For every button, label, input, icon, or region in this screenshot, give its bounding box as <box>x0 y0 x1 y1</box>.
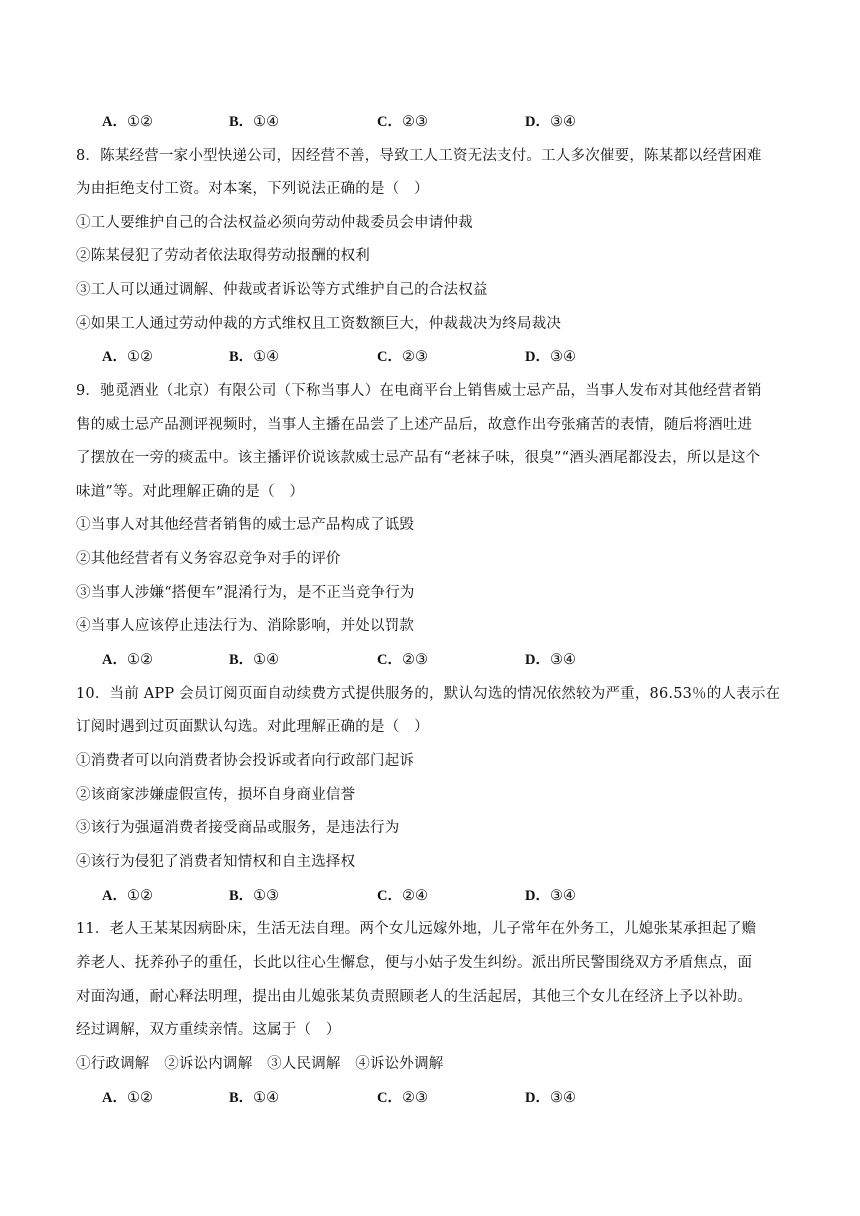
q9-option-b: B．①④ <box>229 652 280 668</box>
q7-option-b: B．①④ <box>229 114 280 130</box>
q10-option-a: A．①② <box>102 888 153 904</box>
q9-option-a: A．①② <box>102 652 153 668</box>
q10-options <box>102 886 802 906</box>
q11-stem-line-3: 对面沟通，耐心释法明理，提出由儿媳张某负责照顾老人的生活起居，其他三个女儿在经济上予以补助。 <box>76 989 753 1005</box>
q10-option-d: D．③④ <box>525 888 576 904</box>
q7-option-a: A．①② <box>102 114 153 130</box>
q11-option-c: C．②③ <box>377 1090 428 1106</box>
q8-option-d: D．③④ <box>525 349 576 365</box>
q8-options <box>102 347 802 367</box>
q11-option-b: B．①④ <box>229 1090 280 1106</box>
q8-statement-1: ①工人要维护自己的合法权益必须向劳动仲裁委员会申请仲裁 <box>76 215 473 231</box>
q8-statement-2: ②陈某侵犯了劳动者依法取得劳动报酬的权利 <box>76 248 370 264</box>
q7-options <box>102 112 802 132</box>
q9-option-c: C．②③ <box>377 652 428 668</box>
q8-option-a: A．①② <box>102 349 153 365</box>
q9-statement-2: ②其他经营者有义务容忍竞争对手的评价 <box>76 551 341 567</box>
q10-option-b: B．①③ <box>229 888 280 904</box>
q9-statement-4: ④当事人应该停止违法行为、消除影响，并处以罚款 <box>76 618 415 634</box>
q10-stem-line-2: 订阅时遇到过页面默认勾选。对此理解正确的是（ ） <box>76 719 429 735</box>
q8-option-c: C．②③ <box>377 349 428 365</box>
q7-option-d: D．③④ <box>525 114 576 130</box>
q11-stem-line-4: 经过调解，双方重续亲情。这属于（ ） <box>76 1022 341 1038</box>
q8-statement-3: ③工人可以通过调解、仲裁或者诉讼等方式维护自己的合法权益 <box>76 282 488 298</box>
q8-option-b: B．①④ <box>229 349 280 365</box>
q8-statement-4: ④如果工人通过劳动仲裁的方式维权且工资数额巨大，仲裁裁决为终局裁决 <box>76 316 562 332</box>
q10-statement-3: ③该行为强逼消费者接受商品或服务，是违法行为 <box>76 820 400 836</box>
q9-stem-line-2: 售的威士忌产品测评视频时，当事人主播在品尝了上述产品后，故意作出夸张痛苦的表情，随后将酒吐进 <box>76 417 753 433</box>
q11-options <box>102 1088 802 1108</box>
q9-statement-3: ③当事人涉嫌“搭便车”混淆行为，是不正当竞争行为 <box>76 585 415 601</box>
q11-option-d: D．③④ <box>525 1090 576 1106</box>
q7-option-c: C．②③ <box>377 114 428 130</box>
q8-stem-line-1: 8．陈某经营一家小型快递公司，因经营不善，导致工人工资无法支付。工人多次催要，陈某都以经营困难 <box>76 148 762 164</box>
q8-stem-line-2: 为由拒绝支付工资。对本案，下列说法正确的是（ ） <box>76 181 429 197</box>
q9-options <box>102 650 802 670</box>
q11-option-a: A．①② <box>102 1090 153 1106</box>
q9-stem-line-3: 了摆放在一旁的痰盂中。该主播评价说该款威士忌产品有“老袜子味，很臭”“酒头酒尾都没去，所以是这个 <box>76 450 761 466</box>
q10-statement-4: ④该行为侵犯了消费者知情权和自主选择权 <box>76 854 356 870</box>
q10-option-c: C．②④ <box>377 888 428 904</box>
q11-statements: ①行政调解 ②诉讼内调解 ③人民调解 ④诉讼外调解 <box>76 1056 444 1072</box>
q9-stem-line-4: 味道”等。对此理解正确的是（ ） <box>76 484 305 500</box>
q10-statement-1: ①消费者可以向消费者协会投诉或者向行政部门起诉 <box>76 753 415 769</box>
q10-stem-line-1: 10．当前 APP 会员订阅页面自动续费方式提供服务的，默认勾选的情况依然较为严重，86.53％的人表示在 <box>76 686 781 702</box>
q11-stem-line-2: 养老人、抚养孙子的重任，长此以往心生懈怠，便与小姑子发生纠纷。派出所民警围绕双方矛盾焦点，面 <box>76 955 753 971</box>
q11-stem-line-1: 11．老人王某某因病卧床，生活无法自理。两个女儿远嫁外地，儿子常年在外务工，儿媳张某承担起了赡 <box>76 921 757 937</box>
q9-option-d: D．③④ <box>525 652 576 668</box>
q9-statement-1: ①当事人对其他经营者销售的威士忌产品构成了诋毁 <box>76 517 415 533</box>
q9-stem-line-1: 9．驰觅酒业（北京）有限公司（下称当事人）在电商平台上销售威士忌产品，当事人发布对其他经营者销 <box>76 383 762 399</box>
q10-statement-2: ②该商家涉嫌虚假宣传，损坏自身商业信誉 <box>76 787 356 803</box>
